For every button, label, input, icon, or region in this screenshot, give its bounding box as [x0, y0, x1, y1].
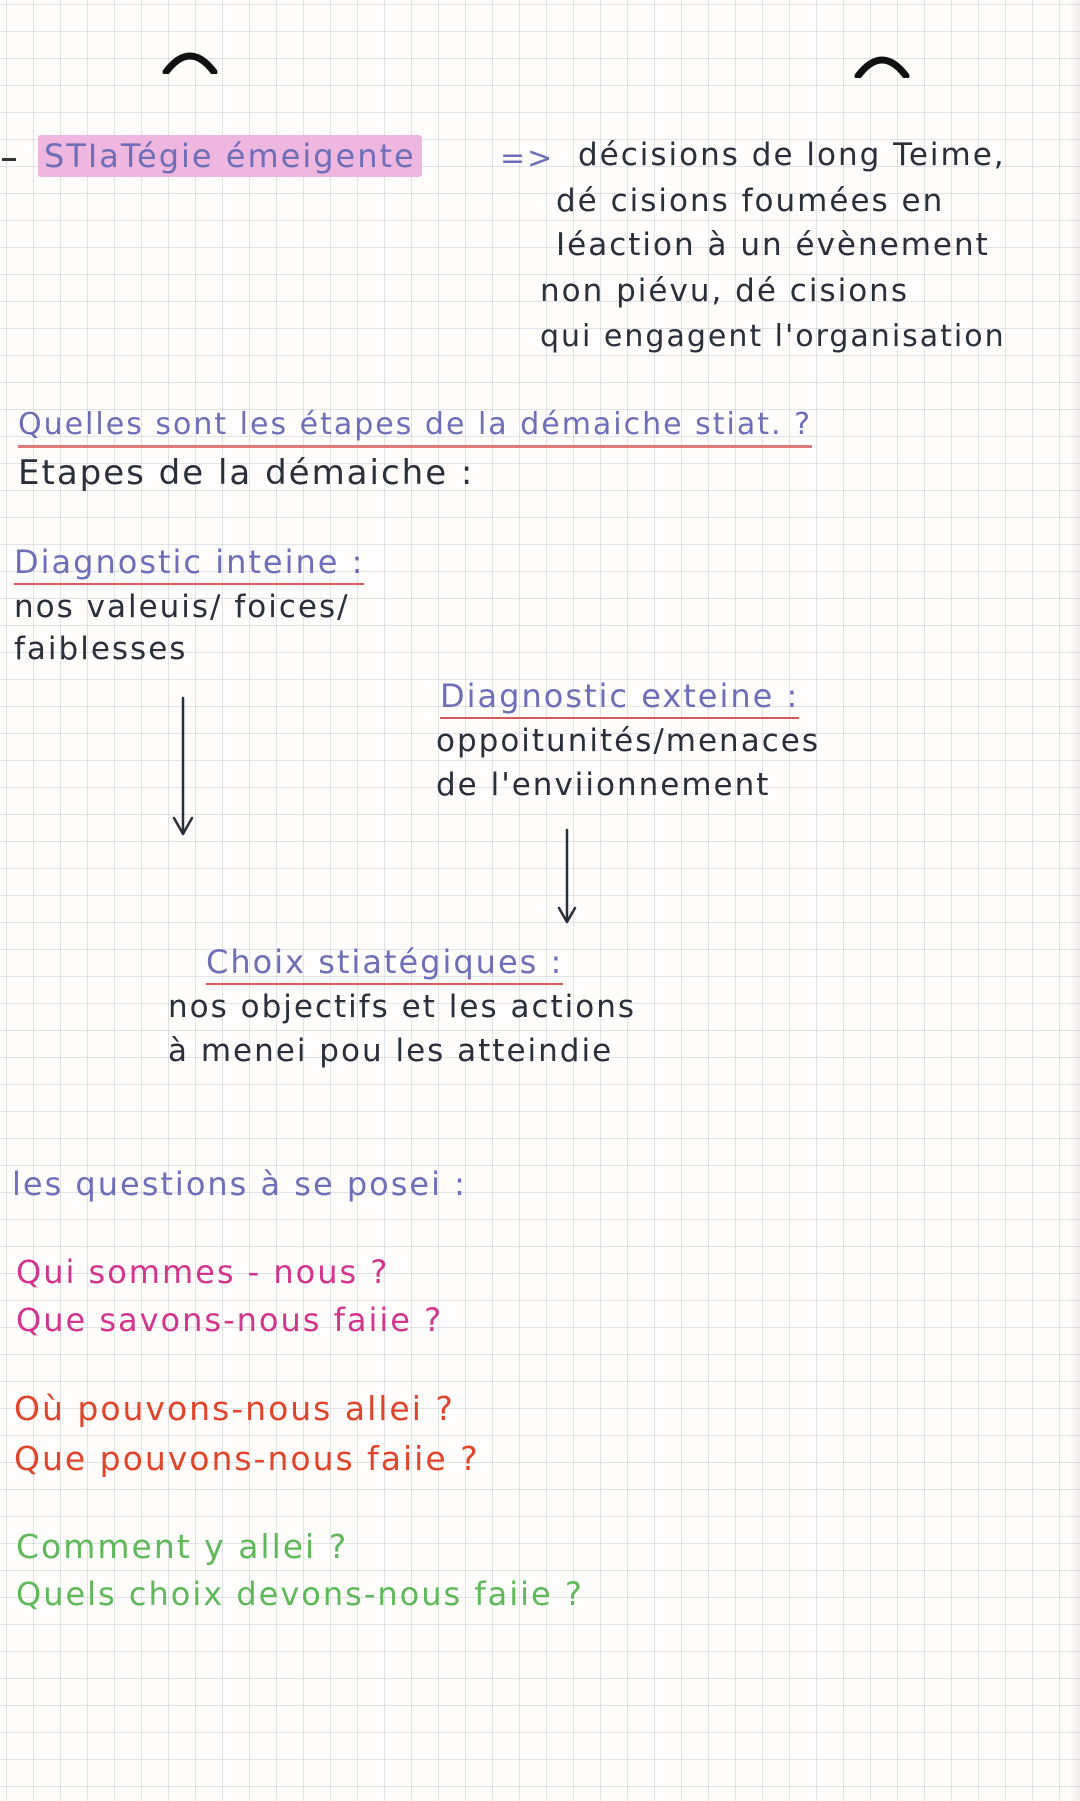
definition-line: décisions de long Teime,	[578, 137, 1006, 173]
strategic-choices-line: nos objectifs et les actions	[168, 989, 637, 1025]
question-line: Quels choix devons-nous faiie ?	[16, 1575, 584, 1613]
implies-arrow: =>	[500, 141, 555, 176]
definition-line: dé cisions foumées en	[556, 183, 945, 219]
question-heading	[18, 407, 813, 442]
down-arrow-icon	[552, 826, 582, 930]
internal-diagnostic-line: nos valeuis/ foices/	[14, 589, 350, 625]
question-heading-text: Quelles sont les étapes de la démaiche stiat. ?	[18, 407, 812, 448]
down-arrow-icon	[168, 694, 198, 844]
external-diagnostic-title-text: Diagnostic exteine :	[440, 677, 799, 719]
questions-intro: les questions à se posei :	[12, 1165, 467, 1203]
external-diagnostic-line: oppoitunités/menaces	[436, 723, 820, 759]
internal-diagnostic-title-text: Diagnostic inteine :	[14, 543, 364, 585]
strategic-choices-line: à menei pou les atteindie	[168, 1033, 614, 1069]
internal-diagnostic-title	[14, 543, 365, 581]
question-line: Comment y allei ?	[16, 1527, 349, 1566]
internal-diagnostic-line: faiblesses	[14, 631, 188, 667]
question-line: Qui sommes - nous ?	[16, 1253, 390, 1291]
definition-line: Iéaction à un évènement	[556, 227, 990, 263]
steps-heading: Etapes de la démaiche :	[18, 453, 475, 493]
question-line: Que savons-nous faiie ?	[16, 1301, 444, 1339]
binder-hole-icon	[852, 48, 912, 78]
bullet-dash	[2, 158, 16, 161]
definition-line: qui engagent l'organisation	[540, 319, 1006, 354]
strategy-term-text: STIaTégie émeigente	[38, 135, 422, 177]
definition-line: non piévu, dé cisions	[540, 273, 909, 309]
question-line: Que pouvons-nous faiie ?	[14, 1439, 480, 1478]
strategic-choices-title-text: Choix stiatégiques :	[206, 943, 563, 985]
binder-hole-icon	[160, 44, 220, 74]
question-line: Où pouvons-nous allei ?	[14, 1389, 455, 1428]
strategic-choices-title	[206, 943, 564, 981]
external-diagnostic-line: de l'enviionnement	[436, 767, 771, 803]
strategy-term	[38, 137, 422, 175]
external-diagnostic-title	[440, 677, 800, 715]
